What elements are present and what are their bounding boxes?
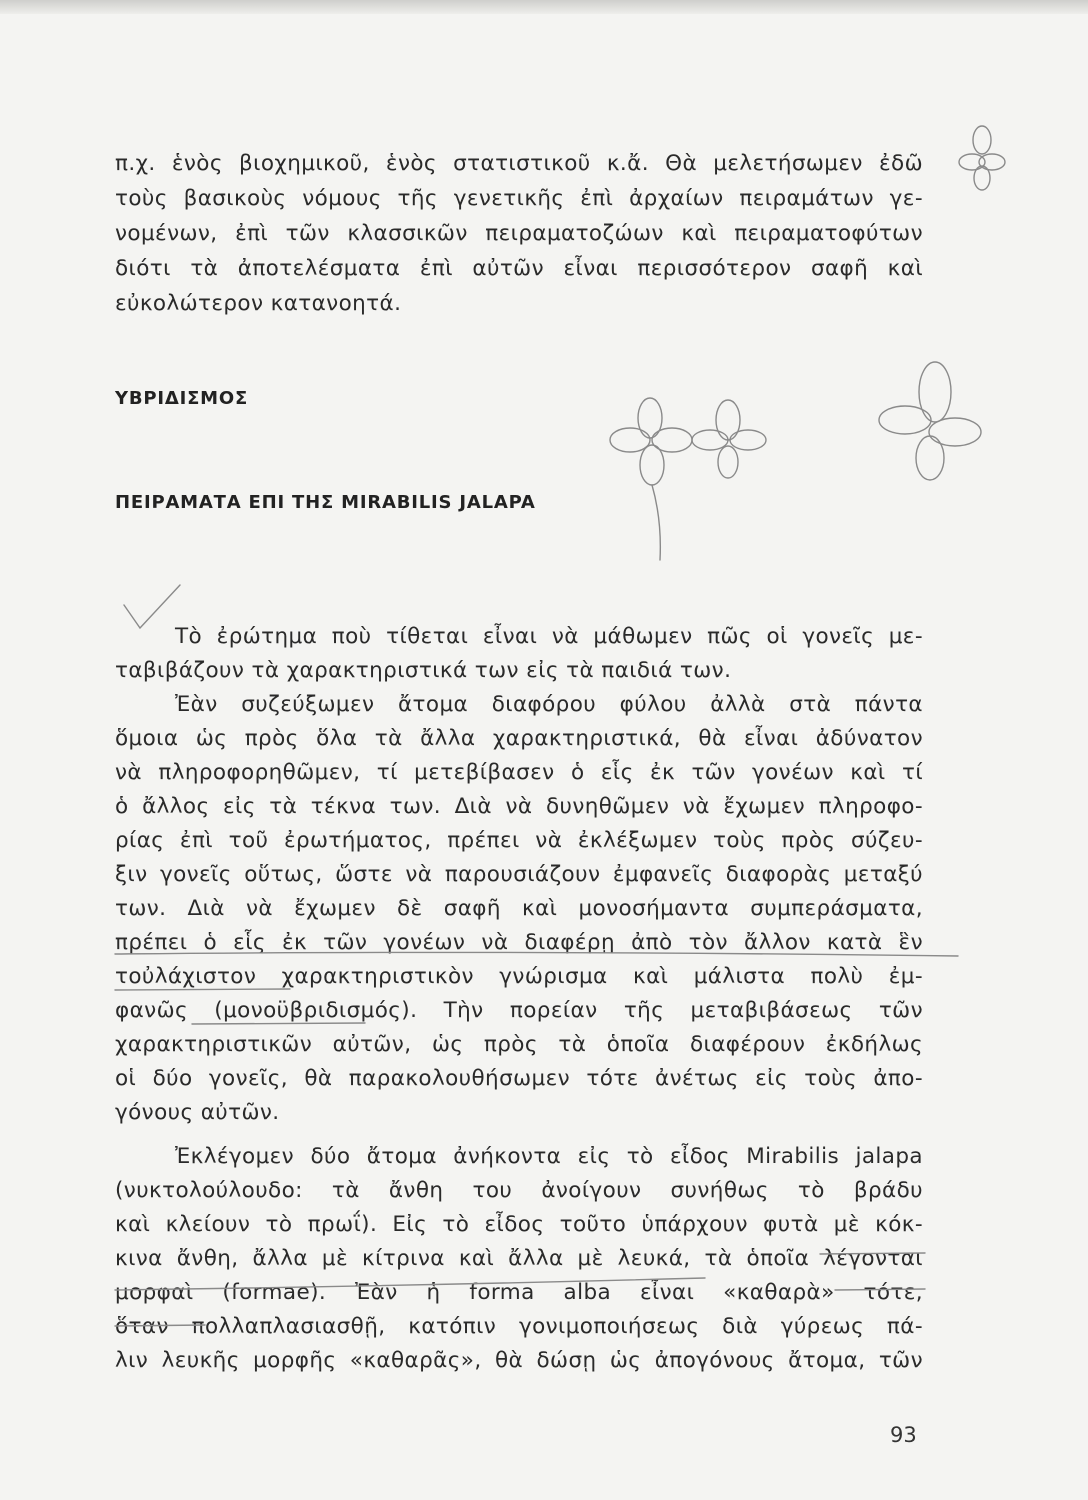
text-line: ὅταν πολλαπλασιασθῇ, κατόπιν γονιμοποιήσεως διὰ γύρεως πά- — [115, 1314, 923, 1339]
text-line: μορφαὶ (formae). Ἐὰν ἡ forma alba εἶναι «καθαρὰ» τότε, — [115, 1280, 923, 1305]
underline-mark — [115, 952, 958, 956]
text-line: διότι τὰ ἀποτελέσματα ἐπὶ αὐτῶν εἶναι περισσότερον σαφῆ καὶ — [115, 256, 923, 281]
text-line: ὁ ἄλλος εἰς τὰ τέκνα των. Διὰ νὰ δυνηθῶμεν νὰ ἔχωμεν πληροφο- — [115, 794, 923, 819]
underline-mark — [115, 1278, 705, 1290]
text-line: κινα ἄνθη, ἄλλα μὲ κίτρινα καὶ ἄλλα μὲ λευκά, τὰ ὁποῖα λέγονται — [115, 1246, 923, 1271]
text-line: ὅμοια ὡς πρὸς ὅλα τὰ ἄλλα χαρακτηριστικά, θὰ εἶναι ἀδύνατον — [115, 726, 923, 751]
underline-mark — [115, 989, 290, 990]
text-line: λιν λευκῆς μορφῆς «καθαρᾶς», θὰ δώσῃ ὡς ἀπογόνους ἄτομα, τῶν — [115, 1348, 923, 1373]
page-number: 93 — [890, 1423, 917, 1447]
underline-mark — [820, 1253, 925, 1254]
text-line: Τὸ ἐρώτημα ποὺ τίθεται εἶναι νὰ μάθωμεν πῶς οἱ γονεῖς με- — [175, 624, 923, 649]
text-line: (νυκτολούλουδο: τὰ ἄνθη του ἀνοίγουν συνήθως τὸ βράδυ — [115, 1178, 923, 1203]
text-line: γόνους αὐτῶν. — [115, 1100, 280, 1125]
section-heading-hybridism: ΥΒΡΙΔΙΣΜΟΣ — [115, 388, 249, 409]
text-line: εὐκολώτερον κατανοητά. — [115, 291, 402, 316]
text-line: τοὺς βασικοὺς νόμους τῆς γενετικῆς ἐπὶ ἀρχαίων πειραμάτων γε- — [115, 186, 923, 211]
text-line: ταβιβάζουν τὰ χαρακτηριστικά των εἰς τὰ παιδιά των. — [115, 658, 732, 683]
flower-doodle-icon — [610, 398, 692, 560]
underline-mark — [835, 1289, 925, 1290]
text-line: τοὐλάχιστον χαρακτηριστικὸν γνώρισμα καὶ μάλιστα πολὺ ἐμ- — [115, 964, 923, 989]
flower-doodle-icon — [692, 400, 766, 478]
section-heading-experiments: ΠΕΙΡΑΜΑΤΑ ΕΠΙ ΤΗΣ MIRABILIS JALAPA — [115, 492, 536, 513]
text-line: πρέπει ὁ εἷς ἐκ τῶν γονέων νὰ διαφέρῃ ἀπὸ τὸν ἄλλον κατὰ ἓν — [115, 930, 923, 955]
flower-doodle-icon — [959, 126, 1005, 190]
text-line: νομένων, ἐπὶ τῶν κλασσικῶν πειραματοζώων καὶ πειραματοφύτων — [115, 221, 923, 246]
text-line: χαρακτηριστικῶν αὐτῶν, ὡς πρὸς τὰ ὁποῖα διαφέρουν ἐκδήλως — [115, 1032, 923, 1057]
text-line: Ἐὰν συζεύξωμεν ἄτομα διαφόρου φύλου ἀλλὰ στὰ πάντα — [175, 692, 923, 717]
text-line: ξιν γονεῖς οὕτως, ὥστε νὰ παρουσιάζουν ἐμφανεῖς διαφορὰς μεταξύ — [115, 862, 923, 887]
text-line: φανῶς (μονοϋβριδισμός). Τὴν πορείαν τῆς μεταβιβάσεως τῶν — [115, 998, 923, 1023]
checkmark-icon — [124, 585, 180, 628]
flower-doodle-icon — [879, 362, 981, 480]
text-line: νὰ πληροφορηθῶμεν, τί μετεβίβασεν ὁ εἷς ἐκ τῶν γονέων καὶ τί — [115, 760, 923, 785]
underline-mark — [115, 1325, 205, 1326]
text-line: π.χ. ἑνὸς βιοχημικοῦ, ἑνὸς στατιστικοῦ κ.ἄ. Θὰ μελετήσωμεν ἐδῶ — [115, 151, 923, 176]
text-line: ρίας ἐπὶ τοῦ ἐρωτήματος, πρέπει νὰ ἐκλέξωμεν τοὺς πρὸς σύζευ- — [115, 828, 923, 853]
text-line: Ἐκλέγομεν δύο ἄτομα ἀνήκοντα εἰς τὸ εἶδος Mirabilis jalapa — [175, 1144, 923, 1169]
underline-mark — [192, 1023, 365, 1024]
text-line: των. Διὰ νὰ ἔχωμεν δὲ σαφῆ καὶ μονοσήμαντα συμπεράσματα, — [115, 896, 923, 921]
text-line: οἱ δύο γονεῖς, θὰ παρακολουθήσωμεν τότε ἀνέτως εἰς τοὺς ἀπο- — [115, 1066, 923, 1091]
text-line: καὶ κλείουν τὸ πρωΐ). Εἰς τὸ εἶδος τοῦτο ὑπάρχουν φυτὰ μὲ κόκ- — [115, 1212, 923, 1237]
